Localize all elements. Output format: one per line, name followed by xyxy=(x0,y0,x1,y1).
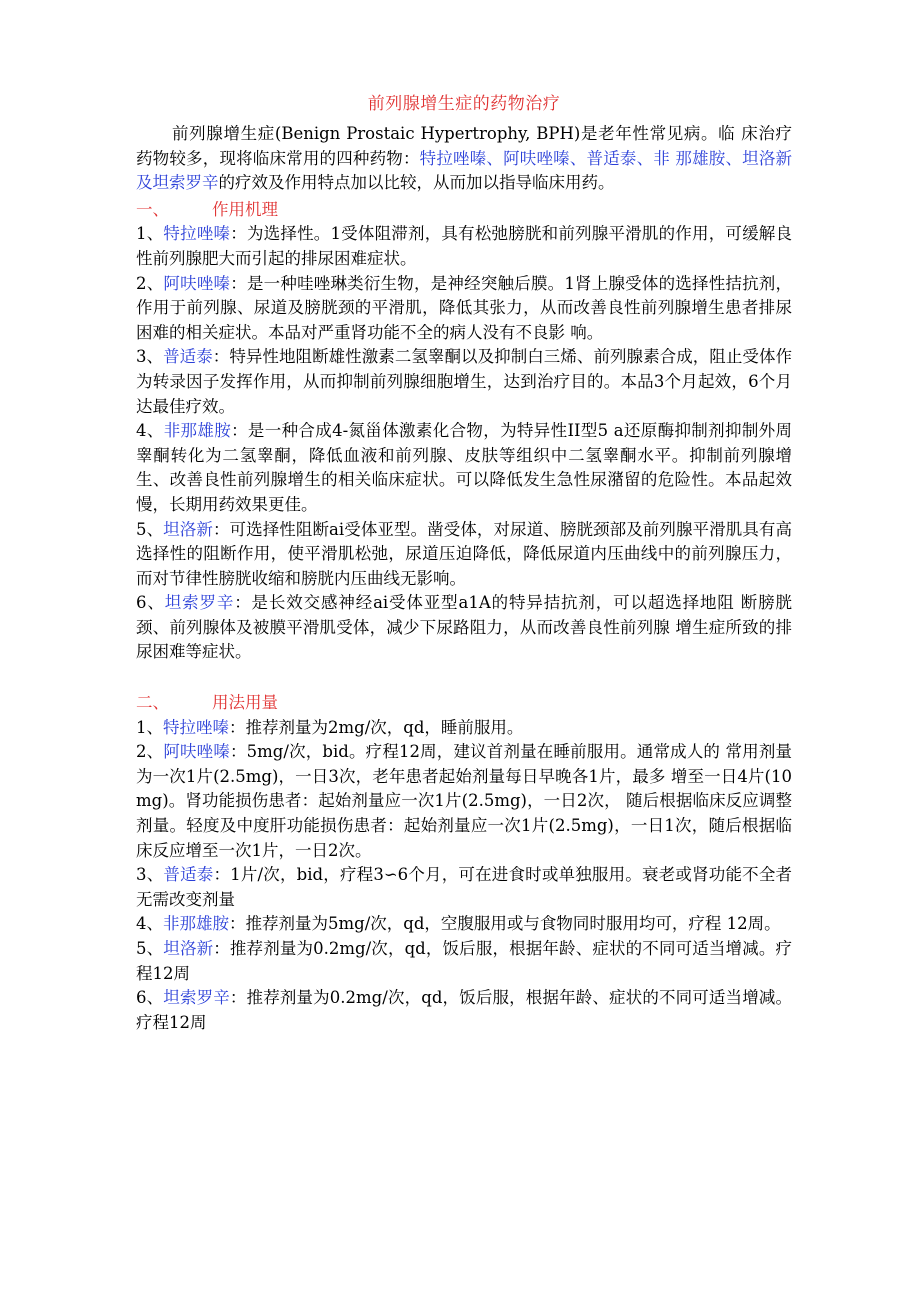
drug-name: 特拉唑嗪 xyxy=(163,717,229,737)
list-item xyxy=(136,863,792,912)
item-index: 1、 xyxy=(136,717,163,737)
list-item xyxy=(136,518,792,592)
document-page xyxy=(136,92,792,1035)
drug-name: 阿呋唑嗪 xyxy=(163,742,230,762)
section-number: 二、 xyxy=(136,693,169,713)
drug-name: 特拉唑嗪 xyxy=(163,224,231,244)
item-index: 3、 xyxy=(136,865,164,885)
list-item xyxy=(136,912,792,937)
drug-name: 坦洛新 xyxy=(163,939,214,958)
item-text: ：是一种合成4-氮甾体激素化合物，为特异性II型5 a还原酶抑制剂抑制外周睾酮转化为二氢睾酮，降低血液和前列腺、皮肤等组织中二氢睾酮水平。抑制前列腺增生、改善良性前列腺增生的相关临床症状。可以降低发生急性尿潴留的危险性。本品起效慢，长期用药效果更佳。 xyxy=(136,421,793,514)
section-heading-text: 作用机理 xyxy=(212,199,278,219)
intro-paragraph xyxy=(136,122,792,196)
intro-drug-list: 特拉唑嗪、阿呋唑嗪、普适泰、非 那雄胺、坦洛新及坦索罗辛 xyxy=(136,148,793,193)
drug-name: 普适泰 xyxy=(163,347,213,367)
intro-after: 的疗效及作用特点加以比较，从而加以指导临床用药。 xyxy=(218,173,615,193)
item-index: 6、 xyxy=(136,593,165,613)
section-number: 一、 xyxy=(136,199,169,219)
drug-name: 普适泰 xyxy=(163,865,214,885)
item-index: 3、 xyxy=(136,347,164,367)
drug-name: 坦索罗辛 xyxy=(164,593,235,613)
item-index: 5、 xyxy=(136,939,164,958)
item-text: ：推荐剂量为5mg/次，qd，空腹服用或与食物同时服用均可，疗程 12周。 xyxy=(229,914,781,934)
item-index: 1、 xyxy=(136,224,164,244)
sections-container xyxy=(136,198,792,1036)
item-text: ：是一种哇唑琳类衍生物，是神经突触后膜。1肾上腺受体的选择性拮抗剂，作用于前列腺、尿道及膀胱颈的平滑肌，降低其张力，从而改善良性前列腺增生患者排尿困难的相关症状。本品对严重肾功能不全的病人没有不良影 响。 xyxy=(136,273,793,342)
item-text: ：1片/次，bid，疗程3∽6个月，可在进食时或单独服用。衰老或肾功能不全者无需改变剂量 xyxy=(136,865,793,909)
section-heading xyxy=(136,198,792,223)
list-item xyxy=(136,591,792,665)
item-index: 4、 xyxy=(136,421,164,441)
item-index: 6、 xyxy=(136,988,164,1008)
intro-before: 前列腺增生症(Benign Prostaic Hypertrophy, BPH)是老年性常见病。临 床治疗药物较多，现将临床常用的四种药物： xyxy=(136,124,792,168)
list-item xyxy=(136,419,792,517)
drug-name: 非那雄胺 xyxy=(163,421,232,441)
list-item xyxy=(136,716,792,741)
document-title: 前列腺增生症的药物治疗 xyxy=(367,94,561,114)
item-text: ：推荐剂量为0.2mg/次，qd，饭后服，根据年龄、症状的不同可适当增减。疗程12周 xyxy=(136,988,793,1032)
item-text: ：5mg/次，bid。疗程12周，建议首剂量在睡前服用。通常成人的 常用剂量为一次1片(2.5mg)，一日3次，老年患者起始剂量每日早晚各1片，最多 增至一日4片(10mg)。肾功能损伤患者：起始剂量应一次1片(2.5mg)，一日2次， 随后根据临床反应调整剂量。轻度及中度肝功能损伤患者：起始剂量应一次1片(2.5mg)，一日1次，随后根据临床反应增至一次1片，一日2次。 xyxy=(136,742,792,860)
section-heading xyxy=(136,691,792,716)
item-text: ：推荐剂量为2mg/次，qd，睡前服用。 xyxy=(229,717,524,737)
list-item xyxy=(136,272,792,346)
drug-name: 坦洛新 xyxy=(163,519,213,539)
item-index: 2、 xyxy=(136,742,164,762)
item-index: 4、 xyxy=(136,914,163,934)
item-text: ：为选择性。1受体阻滞剂，具有松弛膀胱和前列腺平滑肌的作用，可缓解良性前列腺肥大而引起的排尿困难症状。 xyxy=(136,224,793,268)
list-item xyxy=(136,740,792,863)
item-text: ：推荐剂量为0.2mg/次，qd，饭后服，根据年龄、症状的不同可适当增减。疗程12周 xyxy=(136,939,792,983)
section-heading-text: 用法用量 xyxy=(212,693,278,713)
section-spacer xyxy=(136,665,792,689)
drug-name: 非那雄胺 xyxy=(163,914,229,934)
item-text: ：是长效交感神经ai受体亚型a1A的特异拮抗剂，可以超选择地阻 断膀胱颈、前列腺体及被膜平滑肌受体，减少下尿路阻力，从而改善良性前列腺 增生症所致的排尿困难等症状。 xyxy=(136,593,793,662)
item-index: 2、 xyxy=(136,273,164,293)
drug-name: 坦索罗辛 xyxy=(163,988,230,1008)
list-item xyxy=(136,222,792,271)
list-item xyxy=(136,986,792,1035)
item-text: ：可选择性阻断ai受体亚型。凿受体，对尿道、膀胱颈部及前列腺平滑肌具有高选择性的阻断作用，使平滑肌松弛，尿道压迫降低，降低尿道内压曲线中的前列腺压力，而对节律性膀胱收缩和膀胱内压曲线无影响。 xyxy=(136,519,792,588)
item-text: ：特异性地阻断雄性激素二氢睾酮以及抑制白三烯、前列腺素合成，阻止受体作为转录因子发挥作用，从而抑制前列腺细胞增生，达到治疗目的。本品3个月起效，6个月达最佳疗效。 xyxy=(136,347,793,416)
drug-name: 阿呋唑嗪 xyxy=(163,273,231,293)
item-index: 5、 xyxy=(136,519,164,539)
list-item xyxy=(136,345,792,419)
list-item xyxy=(136,937,792,986)
